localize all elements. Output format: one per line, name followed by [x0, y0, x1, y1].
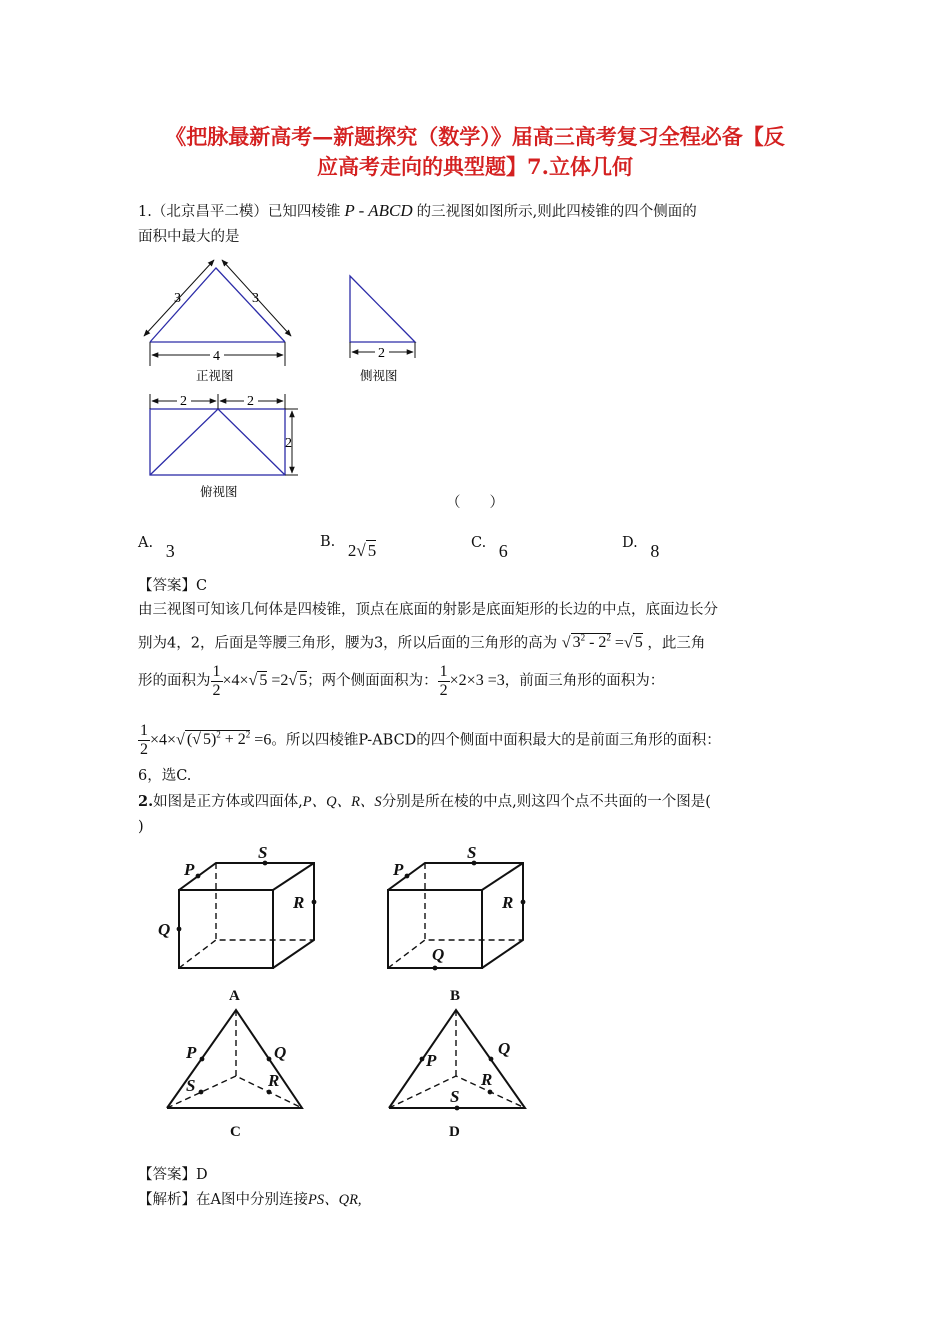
q1-stem-rest: 的三视图如图所示,则此四棱锥的四个侧面的: [416, 204, 697, 220]
title-line-1: 《把脉最新高考—新题探究（数学）》届高三高考复习全程必备【反: [165, 124, 785, 149]
option-a-letter: A.: [138, 535, 154, 551]
figure-label-b: B: [450, 988, 461, 1004]
option-b[interactable]: [320, 528, 377, 560]
option-d[interactable]: [622, 528, 660, 561]
tetra-c-point-p: P: [186, 1043, 197, 1062]
option-b-letter: B.: [320, 534, 336, 550]
solution-line-4-text: 。所以四棱锥P-ABCD的四个侧面中面积最大的是前面三角形的面积：: [271, 732, 721, 749]
q1-pyramid: P - ABCD: [344, 201, 413, 220]
top-view: [150, 394, 298, 475]
q2-analysis: [138, 1187, 362, 1213]
tetra-d-point-p: P: [426, 1051, 437, 1070]
q1-stem-line2: 面积中最大的是: [138, 229, 240, 245]
option-c[interactable]: [471, 528, 508, 561]
front-view-label: 正视图: [196, 368, 234, 383]
three-views-figure: [138, 256, 438, 506]
answer-tag: 【答案】: [138, 578, 196, 594]
solution-line-5: 6，选C.: [138, 768, 192, 784]
side-view-label: 侧视图: [360, 368, 398, 383]
sqrt-sign-icon: √: [356, 541, 366, 560]
figure-label-d: D: [449, 1124, 460, 1140]
option-a[interactable]: [138, 528, 175, 561]
q2-stem-b: 分别是所在棱的中点,则这四个点不共面的一个图是(: [381, 794, 711, 810]
answer-value: C: [196, 578, 208, 594]
solution-line-1: 由三视图可知该几何体是四棱锥，顶点在底面的射影是底面矩形的长边的中点，底面边长分: [138, 602, 718, 618]
analysis-text: 在A图中分别连接: [196, 1192, 308, 1208]
solution-line-3a: 形的面积为: [138, 673, 211, 689]
fraction-half: $\frac{1}{2}$: [140, 721, 148, 758]
option-a-value: 3: [165, 541, 175, 561]
analysis-segments: PS、QR,: [307, 1192, 362, 1208]
q2-stem-a: 如图是正方体或四面体,: [153, 794, 303, 810]
q1-blank: （ ）: [446, 495, 504, 511]
q1-number: 1.: [138, 204, 152, 220]
top-right-width-label: 2: [247, 394, 254, 409]
fraction-half: $\frac{1}{2}$: [439, 662, 448, 699]
solution-line-2: [138, 625, 705, 656]
fraction-half: $\frac{1}{2}$: [212, 662, 221, 699]
cube-b-point-q: Q: [432, 945, 445, 964]
q2-points: P、Q、R、S: [302, 794, 382, 810]
analysis-tag: 【解析】: [138, 1192, 196, 1208]
document-title: [120, 122, 830, 182]
solution-line-4: $\frac{1}{2}$ ×4×√ (√ $5)^2 + 2^2 =6$。所以四棱锥P-ABCD的四个侧面中面积最大的是前面三角形的面积：: [140, 721, 721, 758]
front-left-edge-label: 3: [174, 291, 181, 306]
height-formula: √ $3^2 - 2^2$ =√ 5: [561, 633, 643, 652]
cube-b-point-p: P: [393, 860, 404, 879]
option-d-letter: D.: [622, 535, 638, 551]
q2-stem-line2: ): [138, 819, 144, 835]
q1-stem: [138, 198, 697, 225]
q2-number: 2.: [138, 793, 154, 810]
option-c-letter: C.: [471, 535, 487, 551]
figure-label-a: A: [229, 988, 240, 1004]
solution-line-3b: ；两个侧面面积为：: [307, 673, 438, 689]
figure-label-c: C: [230, 1124, 241, 1140]
cube-a: [179, 863, 314, 968]
top-height-label: 2: [285, 436, 292, 451]
tetra-c-point-q: Q: [274, 1043, 287, 1062]
q2-answer: [138, 1162, 208, 1188]
cube-a-point-q: Q: [158, 920, 171, 939]
tetra-c-point-s: S: [186, 1076, 196, 1095]
solution-line-3: 形的面积为 $\frac{1}{2}$ ×4×√ 5 =2√ 5；两个侧面面积为： $\frac{1}{2}$ ×2×3 =3，前面三角形的面积为：: [138, 662, 665, 699]
tetra-d-point-s: S: [450, 1087, 460, 1106]
solution-line-3c: ，前面三角形的面积为：: [504, 673, 665, 689]
front-right-edge-label: 3: [252, 291, 259, 306]
front-base-label: 4: [213, 349, 220, 364]
answer-tag: 【答案】: [138, 1167, 196, 1183]
solution-line-2b: ，此三角: [647, 635, 706, 652]
q1-answer: [138, 573, 207, 599]
q1-source: （北京昌平二模）已知四棱锥: [151, 204, 341, 220]
option-b-radicand: 5: [367, 541, 377, 560]
cube-a-point-r: R: [293, 893, 305, 912]
option-d-value: 8: [650, 541, 660, 561]
cube-b-point-r: R: [502, 893, 514, 912]
top-left-width-label: 2: [180, 394, 187, 409]
side-base-label: 2: [378, 346, 385, 361]
solution-line-2a: 别为4，2，后面是等腰三角形，腰为3，所以后面的三角形的高为: [138, 635, 558, 652]
tetra-d-point-q: Q: [498, 1039, 511, 1058]
tetra-c-point-r: R: [268, 1071, 280, 1090]
cube-a-point-p: P: [184, 860, 195, 879]
option-c-value: 6: [498, 541, 508, 561]
cube-b: [388, 863, 523, 968]
title-line-2: 应高考走向的典型题】7.立体几何: [317, 154, 633, 179]
cube-b-point-s: S: [467, 843, 477, 862]
top-view-label: 俯视图: [200, 484, 238, 499]
tetra-d-point-r: R: [481, 1070, 493, 1089]
answer-value: D: [196, 1167, 208, 1183]
cube-a-point-s: S: [258, 843, 268, 862]
q2-stem: [138, 789, 711, 815]
q2-figure: [150, 842, 550, 1144]
option-b-coef: 2: [347, 541, 357, 560]
